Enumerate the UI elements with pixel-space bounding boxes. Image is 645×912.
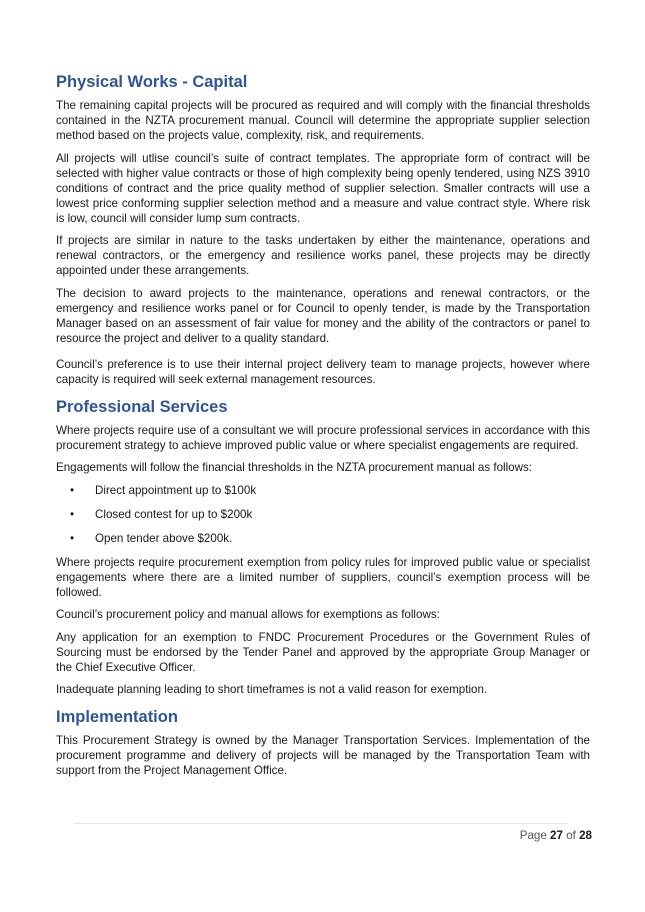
paragraph: Council’s procurement policy and manual allows for exemptions as follows: — [56, 608, 440, 621]
paragraph: If projects are similar in nature to the tasks undertaken by either the maintenance, operations and renewal contractors, or the emergency and resilience works panel, these projects may be directly appointed under these arrangements. — [56, 234, 590, 277]
page-label: Page — [519, 829, 547, 842]
paragraph: Council’s preference is to use their internal project delivery team to manage projects, however where capacity is required will seek external management resources. — [56, 357, 590, 386]
bullet-icon: • — [70, 507, 75, 521]
paragraph: Engagements will follow the financial thresholds in the NZTA procurement manual as follows: — [56, 461, 533, 474]
bullet-icon: • — [70, 531, 75, 545]
paragraph: All projects will utlise council’s suite of contract templates. The appropriate form of contract will be selected with higher value contracts or those of high complexity being openly tendered, using NZS 3910 conditions of contract and the price quality method of supplier selection. Smaller contracts will use a lowest price conforming supplier selection method and a measure and value contract style. Where risk is low, council will consider lump sum contracts. — [56, 151, 590, 225]
paragraph: The decision to award projects to the maintenance, operations and renewal contractors, or the emergency and resilience works panel or for Council to openly tender, is made by the Transportation Manager based on an assessment of fair value for money and the ability of the contractors or panel to resource the project and deliver to a quality standard. — [56, 286, 590, 345]
list-item — [56, 507, 590, 522]
paragraph: Where projects require procurement exemption from policy rules for improved public value or specialist engagements where there are a limited number of suppliers, council’s exemption process will be followed. — [56, 555, 590, 599]
paragraph: The remaining capital projects will be procured as required and will comply with the financial thresholds contained in the NZTA procurement manual. Council will determine the appropriate supplier selection method based on the projects value, complexity, risk, and requirements. — [56, 99, 590, 142]
list-item — [56, 531, 590, 546]
page-content — [56, 72, 590, 786]
paragraph: This Procurement Strategy is owned by the Manager Transportation Services. Implementation of the procurement programme and delivery of projects will be managed by the Transportation Team with support from the Project Management Office. — [56, 734, 590, 777]
list-item — [56, 483, 590, 498]
page-number — [520, 828, 592, 843]
bullet-icon: • — [70, 483, 75, 497]
paragraph: Inadequate planning leading to short timeframes is not a valid reason for exemption. — [56, 683, 488, 696]
threshold-list — [56, 483, 590, 546]
paragraph: Where projects require use of a consultant we will procure professional services in accordance with this procurement strategy to achieve improved public value or where specialist engagements are required. — [56, 423, 590, 452]
total-pages: 28 — [579, 829, 592, 842]
heading-implementation: Implementation — [56, 708, 178, 726]
list-item-text: Direct appointment up to $100k — [95, 483, 257, 497]
footer-divider — [74, 823, 567, 824]
paragraph: Any application for an exemption to FNDC Procurement Procedures or the Government Rules of Sourcing must be endorsed by the Tender Panel and approved by the appropriate Group Manager or the Chief Executive Officer. — [56, 630, 590, 674]
heading-physical-works: Physical Works - Capital — [56, 73, 248, 91]
current-page: 27 — [550, 829, 563, 842]
heading-professional-services: Professional Services — [56, 397, 228, 416]
of-label: of — [566, 829, 576, 842]
list-item-text: Closed contest for up to $200k — [95, 507, 253, 521]
list-item-text: Open tender above $200k. — [95, 531, 233, 545]
